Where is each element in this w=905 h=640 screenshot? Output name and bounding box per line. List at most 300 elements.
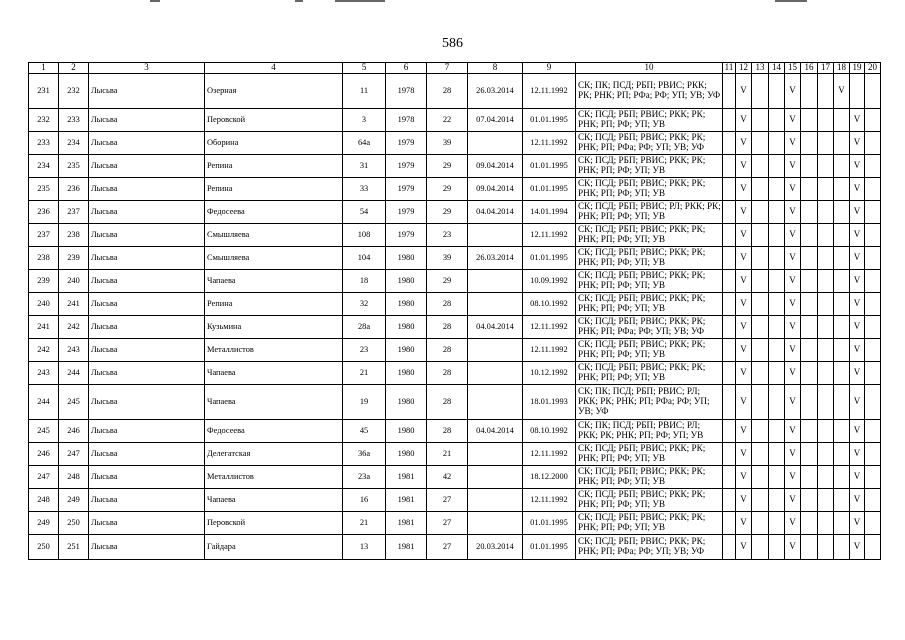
mark-cell-col-12: V (736, 73, 752, 108)
mark-cell-col-16 (801, 292, 818, 315)
codes-cell: СК; ПК; ПСД; РБП; РВИС; РЛ; РКК; РК; РНК; РП; РФ; УП; УВ (576, 419, 723, 442)
mark-cell-col-18 (834, 292, 850, 315)
table-row (29, 511, 881, 534)
mark-cell-col-12: V (736, 488, 752, 511)
mark-cell-col-20 (865, 338, 881, 361)
table-row (29, 534, 881, 559)
mark-cell-col-18 (834, 131, 850, 154)
column-header-7: 7 (427, 63, 468, 74)
house-number-cell: 16 (343, 488, 386, 511)
date-cell (468, 361, 523, 384)
year-cell: 1981 (386, 488, 427, 511)
mark-cell-col-18 (834, 488, 850, 511)
row-number: 244 (29, 384, 59, 419)
column-header-6: 6 (386, 63, 427, 74)
house-number-cell: 64а (343, 131, 386, 154)
mark-cell-col-17 (818, 73, 834, 108)
mark-cell-col-20 (865, 223, 881, 246)
mark-cell-col-14 (769, 73, 785, 108)
mark-cell-col-14 (769, 534, 785, 559)
mark-cell-col-16 (801, 511, 818, 534)
mark-cell-col-11 (723, 384, 736, 419)
record-number: 238 (59, 223, 89, 246)
mark-cell-col-15: V (785, 534, 801, 559)
mark-cell-col-12: V (736, 442, 752, 465)
city-cell: Лысьва (89, 511, 205, 534)
date-cell (468, 131, 523, 154)
mark-cell-col-15: V (785, 108, 801, 131)
count-cell: 27 (427, 511, 468, 534)
date-cell (468, 465, 523, 488)
mark-cell-col-19: V (850, 177, 865, 200)
record-number: 234 (59, 131, 89, 154)
mark-cell-col-16 (801, 154, 818, 177)
mark-cell-col-11 (723, 246, 736, 269)
record-number: 246 (59, 419, 89, 442)
house-number-cell: 19 (343, 384, 386, 419)
mark-cell-col-18 (834, 361, 850, 384)
mark-cell-col-18 (834, 200, 850, 223)
mark-cell-col-14 (769, 488, 785, 511)
city-cell: Лысьва (89, 442, 205, 465)
date-cell: 26.03.2014 (468, 73, 523, 108)
house-number-cell: 23а (343, 465, 386, 488)
table-row (29, 384, 881, 419)
date-cell (468, 292, 523, 315)
mark-cell-col-18 (834, 419, 850, 442)
count-cell: 29 (427, 154, 468, 177)
mark-cell-col-16 (801, 488, 818, 511)
house-number-cell: 104 (343, 246, 386, 269)
mark-cell-col-11 (723, 511, 736, 534)
mark-cell-col-20 (865, 292, 881, 315)
street-cell: Репина (205, 154, 343, 177)
count-cell: 28 (427, 384, 468, 419)
mark-cell-col-15: V (785, 177, 801, 200)
codes-cell: СК; ПСД; РБП; РВИС; РКК; РК; РНК; РП; РФ; УП; УВ (576, 269, 723, 292)
mark-cell-col-13 (752, 200, 769, 223)
mark-cell-col-19 (850, 73, 865, 108)
date-cell: 04.04.2014 (468, 419, 523, 442)
codes-cell: СК; ПСД; РБП; РВИС; РКК; РК; РНК; РП; РФ; УП; УВ (576, 488, 723, 511)
date-cell (468, 269, 523, 292)
mark-cell-col-13 (752, 534, 769, 559)
year-cell: 1978 (386, 73, 427, 108)
column-header-19: 19 (850, 63, 865, 74)
street-cell: Чапаева (205, 269, 343, 292)
date-cell: 10.09.1992 (523, 269, 576, 292)
mark-cell-col-15: V (785, 465, 801, 488)
table-row (29, 465, 881, 488)
mark-cell-col-16 (801, 315, 818, 338)
mark-cell-col-11 (723, 419, 736, 442)
codes-cell: СК; ПСД; РБП; РВИС; РКК; РК; РНК; РП; РФ; УП; УВ (576, 361, 723, 384)
codes-cell: СК; ПСД; РБП; РВИС; РКК; РК; РНК; РП; РФ; УП; УВ (576, 246, 723, 269)
count-cell: 28 (427, 292, 468, 315)
year-cell: 1979 (386, 154, 427, 177)
mark-cell-col-19: V (850, 108, 865, 131)
record-number: 244 (59, 361, 89, 384)
mark-cell-col-15: V (785, 269, 801, 292)
city-cell: Лысьва (89, 177, 205, 200)
mark-cell-col-20 (865, 465, 881, 488)
codes-cell: СК; ПСД; РБП; РВИС; РЛ; РКК; РК; РНК; РП; РФ; УП; УВ (576, 200, 723, 223)
date-cell: 01.01.1995 (523, 511, 576, 534)
mark-cell-col-17 (818, 154, 834, 177)
mark-cell-col-11 (723, 361, 736, 384)
mark-cell-col-15: V (785, 73, 801, 108)
mark-cell-col-17 (818, 177, 834, 200)
mark-cell-col-14 (769, 338, 785, 361)
mark-cell-col-18 (834, 534, 850, 559)
house-number-cell: 45 (343, 419, 386, 442)
mark-cell-col-11 (723, 269, 736, 292)
mark-cell-col-15: V (785, 131, 801, 154)
table-row (29, 246, 881, 269)
mark-cell-col-19: V (850, 419, 865, 442)
count-cell: 29 (427, 177, 468, 200)
mark-cell-col-17 (818, 534, 834, 559)
codes-cell: СК; ПК; ПСД; РБП; РВИС; РЛ; РКК; РК; РНК; РП; РФа; РФ; УП; УВ; УФ (576, 384, 723, 419)
mark-cell-col-18 (834, 384, 850, 419)
street-cell: Оборина (205, 131, 343, 154)
mark-cell-col-13 (752, 131, 769, 154)
mark-cell-col-11 (723, 131, 736, 154)
record-number: 240 (59, 269, 89, 292)
codes-cell: СК; ПСД; РБП; РВИС; РКК; РК; РНК; РП; РФ; УП; УВ (576, 292, 723, 315)
count-cell: 27 (427, 534, 468, 559)
mark-cell-col-14 (769, 465, 785, 488)
row-number: 242 (29, 338, 59, 361)
mark-cell-col-17 (818, 384, 834, 419)
codes-cell: СК; ПСД; РБП; РВИС; РКК; РК; РНК; РП; РФа; РФ; УП; УВ; УФ (576, 131, 723, 154)
house-number-cell: 108 (343, 223, 386, 246)
mark-cell-col-16 (801, 246, 818, 269)
mark-cell-col-20 (865, 108, 881, 131)
row-number: 248 (29, 488, 59, 511)
city-cell: Лысьва (89, 465, 205, 488)
mark-cell-col-13 (752, 419, 769, 442)
mark-cell-col-14 (769, 246, 785, 269)
mark-cell-col-14 (769, 223, 785, 246)
mark-cell-col-17 (818, 419, 834, 442)
codes-cell: СК; ПСД; РБП; РВИС; РКК; РК; РНК; РП; РФ; УП; УВ (576, 442, 723, 465)
mark-cell-col-19: V (850, 465, 865, 488)
mark-cell-col-16 (801, 177, 818, 200)
count-cell: 28 (427, 315, 468, 338)
codes-cell: СК; ПСД; РБП; РВИС; РКК; РК; РНК; РП; РФа; РФ; УП; УВ; УФ (576, 534, 723, 559)
mark-cell-col-12: V (736, 384, 752, 419)
codes-cell: СК; ПСД; РБП; РВИС; РКК; РК; РНК; РП; РФ; УП; УВ (576, 338, 723, 361)
date-cell: 12.11.1992 (523, 315, 576, 338)
row-number: 235 (29, 177, 59, 200)
mark-cell-col-16 (801, 465, 818, 488)
city-cell: Лысьва (89, 534, 205, 559)
record-number: 239 (59, 246, 89, 269)
mark-cell-col-19: V (850, 200, 865, 223)
mark-cell-col-17 (818, 246, 834, 269)
mark-cell-col-15: V (785, 511, 801, 534)
mark-cell-col-20 (865, 154, 881, 177)
row-number: 249 (29, 511, 59, 534)
row-number: 240 (29, 292, 59, 315)
mark-cell-col-11 (723, 534, 736, 559)
year-cell: 1980 (386, 246, 427, 269)
mark-cell-col-16 (801, 131, 818, 154)
table-row (29, 292, 881, 315)
record-number: 232 (59, 73, 89, 108)
record-number: 250 (59, 511, 89, 534)
row-number: 250 (29, 534, 59, 559)
street-cell: Перовской (205, 108, 343, 131)
house-number-cell: 11 (343, 73, 386, 108)
mark-cell-col-12: V (736, 315, 752, 338)
table-row (29, 223, 881, 246)
mark-cell-col-15: V (785, 223, 801, 246)
street-cell: Кузьмина (205, 315, 343, 338)
mark-cell-col-20 (865, 419, 881, 442)
house-number-cell: 21 (343, 511, 386, 534)
date-cell: 09.04.2014 (468, 154, 523, 177)
street-cell: Смышляева (205, 246, 343, 269)
mark-cell-col-15: V (785, 384, 801, 419)
mark-cell-col-13 (752, 315, 769, 338)
mark-cell-col-17 (818, 315, 834, 338)
mark-cell-col-19: V (850, 511, 865, 534)
table-row (29, 361, 881, 384)
city-cell: Лысьва (89, 223, 205, 246)
mark-cell-col-11 (723, 292, 736, 315)
mark-cell-col-16 (801, 200, 818, 223)
mark-cell-col-16 (801, 384, 818, 419)
mark-cell-col-19: V (850, 269, 865, 292)
house-number-cell: 32 (343, 292, 386, 315)
year-cell: 1981 (386, 465, 427, 488)
mark-cell-col-15: V (785, 488, 801, 511)
mark-cell-col-20 (865, 177, 881, 200)
street-cell: Металлистов (205, 338, 343, 361)
city-cell: Лысьва (89, 200, 205, 223)
city-cell: Лысьва (89, 419, 205, 442)
count-cell: 28 (427, 338, 468, 361)
date-cell: 12.11.1992 (523, 488, 576, 511)
mark-cell-col-20 (865, 361, 881, 384)
row-number: 239 (29, 269, 59, 292)
mark-cell-col-14 (769, 511, 785, 534)
table-row (29, 177, 881, 200)
count-cell: 42 (427, 465, 468, 488)
mark-cell-col-12: V (736, 154, 752, 177)
year-cell: 1978 (386, 108, 427, 131)
row-number: 238 (29, 246, 59, 269)
row-number: 231 (29, 73, 59, 108)
page-number: 586 (442, 36, 463, 51)
mark-cell-col-15: V (785, 315, 801, 338)
house-number-cell: 13 (343, 534, 386, 559)
column-header-5: 5 (343, 63, 386, 74)
mark-cell-col-13 (752, 154, 769, 177)
codes-cell: СК; ПСД; РБП; РВИС; РКК; РК; РНК; РП; РФа; РФ; УП; УВ; УФ (576, 315, 723, 338)
row-number: 241 (29, 315, 59, 338)
table-row (29, 442, 881, 465)
record-number: 242 (59, 315, 89, 338)
date-cell: 01.01.1995 (523, 177, 576, 200)
mark-cell-col-12: V (736, 361, 752, 384)
date-cell: 18.12.2000 (523, 465, 576, 488)
street-cell: Чапаева (205, 361, 343, 384)
count-cell: 23 (427, 223, 468, 246)
record-number: 236 (59, 177, 89, 200)
row-number: 236 (29, 200, 59, 223)
date-cell (468, 488, 523, 511)
date-cell: 10.12.1992 (523, 361, 576, 384)
column-header-4: 4 (205, 63, 343, 74)
mark-cell-col-18 (834, 154, 850, 177)
mark-cell-col-18: V (834, 73, 850, 108)
record-number: 249 (59, 488, 89, 511)
mark-cell-col-16 (801, 223, 818, 246)
codes-cell: СК; ПСД; РБП; РВИС; РКК; РК; РНК; РП; РФ; УП; УВ (576, 108, 723, 131)
date-cell: 12.11.1992 (523, 338, 576, 361)
date-cell: 04.04.2014 (468, 200, 523, 223)
city-cell: Лысьва (89, 108, 205, 131)
mark-cell-col-14 (769, 442, 785, 465)
mark-cell-col-15: V (785, 442, 801, 465)
year-cell: 1980 (386, 315, 427, 338)
city-cell: Лысьва (89, 131, 205, 154)
table-row (29, 315, 881, 338)
mark-cell-col-12: V (736, 465, 752, 488)
mark-cell-col-13 (752, 361, 769, 384)
mark-cell-col-12: V (736, 338, 752, 361)
mark-cell-col-17 (818, 338, 834, 361)
mark-cell-col-18 (834, 315, 850, 338)
date-cell: 01.01.1995 (523, 246, 576, 269)
mark-cell-col-17 (818, 223, 834, 246)
mark-cell-col-11 (723, 488, 736, 511)
mark-cell-col-20 (865, 200, 881, 223)
mark-cell-col-18 (834, 511, 850, 534)
column-header-16: 16 (801, 63, 818, 74)
date-cell: 01.01.1995 (523, 108, 576, 131)
mark-cell-col-15: V (785, 361, 801, 384)
row-number: 246 (29, 442, 59, 465)
city-cell: Лысьва (89, 154, 205, 177)
column-header-20: 20 (865, 63, 881, 74)
mark-cell-col-18 (834, 338, 850, 361)
column-header-8: 8 (468, 63, 523, 74)
date-cell: 26.03.2014 (468, 246, 523, 269)
mark-cell-col-12: V (736, 177, 752, 200)
date-cell (468, 384, 523, 419)
mark-cell-col-18 (834, 269, 850, 292)
table-row (29, 419, 881, 442)
mark-cell-col-13 (752, 223, 769, 246)
street-cell: Смышляева (205, 223, 343, 246)
column-header-13: 13 (752, 63, 769, 74)
record-number: 248 (59, 465, 89, 488)
date-cell: 12.11.1992 (523, 223, 576, 246)
street-cell: Гайдара (205, 534, 343, 559)
house-number-cell: 23 (343, 338, 386, 361)
mark-cell-col-11 (723, 200, 736, 223)
mark-cell-col-20 (865, 442, 881, 465)
date-cell (468, 511, 523, 534)
city-cell: Лысьва (89, 338, 205, 361)
year-cell: 1979 (386, 177, 427, 200)
year-cell: 1981 (386, 534, 427, 559)
year-cell: 1980 (386, 419, 427, 442)
column-header-10: 10 (576, 63, 723, 74)
mark-cell-col-12: V (736, 511, 752, 534)
mark-cell-col-14 (769, 177, 785, 200)
column-header-9: 9 (523, 63, 576, 74)
header-row (29, 63, 881, 74)
mark-cell-col-14 (769, 200, 785, 223)
table-row (29, 269, 881, 292)
house-number-cell: 36а (343, 442, 386, 465)
year-cell: 1979 (386, 131, 427, 154)
year-cell: 1981 (386, 511, 427, 534)
date-cell: 01.01.1995 (523, 534, 576, 559)
street-cell: Репина (205, 292, 343, 315)
codes-cell: СК; ПСД; РБП; РВИС; РКК; РК; РНК; РП; РФ; УП; УВ (576, 154, 723, 177)
mark-cell-col-20 (865, 315, 881, 338)
mark-cell-col-12: V (736, 223, 752, 246)
column-header-1: 1 (29, 63, 59, 74)
count-cell: 21 (427, 442, 468, 465)
year-cell: 1979 (386, 200, 427, 223)
mark-cell-col-19: V (850, 534, 865, 559)
mark-cell-col-20 (865, 511, 881, 534)
mark-cell-col-13 (752, 73, 769, 108)
mark-cell-col-19: V (850, 154, 865, 177)
mark-cell-col-16 (801, 361, 818, 384)
table-row (29, 338, 881, 361)
mark-cell-col-17 (818, 200, 834, 223)
row-number: 237 (29, 223, 59, 246)
year-cell: 1979 (386, 223, 427, 246)
mark-cell-col-11 (723, 177, 736, 200)
mark-cell-col-14 (769, 269, 785, 292)
mark-cell-col-15: V (785, 292, 801, 315)
date-cell (468, 338, 523, 361)
table-row (29, 108, 881, 131)
street-cell: Делегатская (205, 442, 343, 465)
year-cell: 1980 (386, 361, 427, 384)
year-cell: 1980 (386, 384, 427, 419)
city-cell: Лысьва (89, 73, 205, 108)
mark-cell-col-15: V (785, 200, 801, 223)
count-cell: 28 (427, 419, 468, 442)
mark-cell-col-13 (752, 384, 769, 419)
mark-cell-col-13 (752, 246, 769, 269)
mark-cell-col-13 (752, 338, 769, 361)
date-cell: 18.01.1993 (523, 384, 576, 419)
row-number: 243 (29, 361, 59, 384)
mark-cell-col-17 (818, 292, 834, 315)
mark-cell-col-18 (834, 442, 850, 465)
mark-cell-col-16 (801, 73, 818, 108)
table-row (29, 200, 881, 223)
mark-cell-col-20 (865, 488, 881, 511)
mark-cell-col-12: V (736, 131, 752, 154)
date-cell: 08.10.1992 (523, 292, 576, 315)
date-cell: 12.11.1992 (523, 73, 576, 108)
mark-cell-col-19: V (850, 338, 865, 361)
house-number-cell: 31 (343, 154, 386, 177)
mark-cell-col-14 (769, 361, 785, 384)
